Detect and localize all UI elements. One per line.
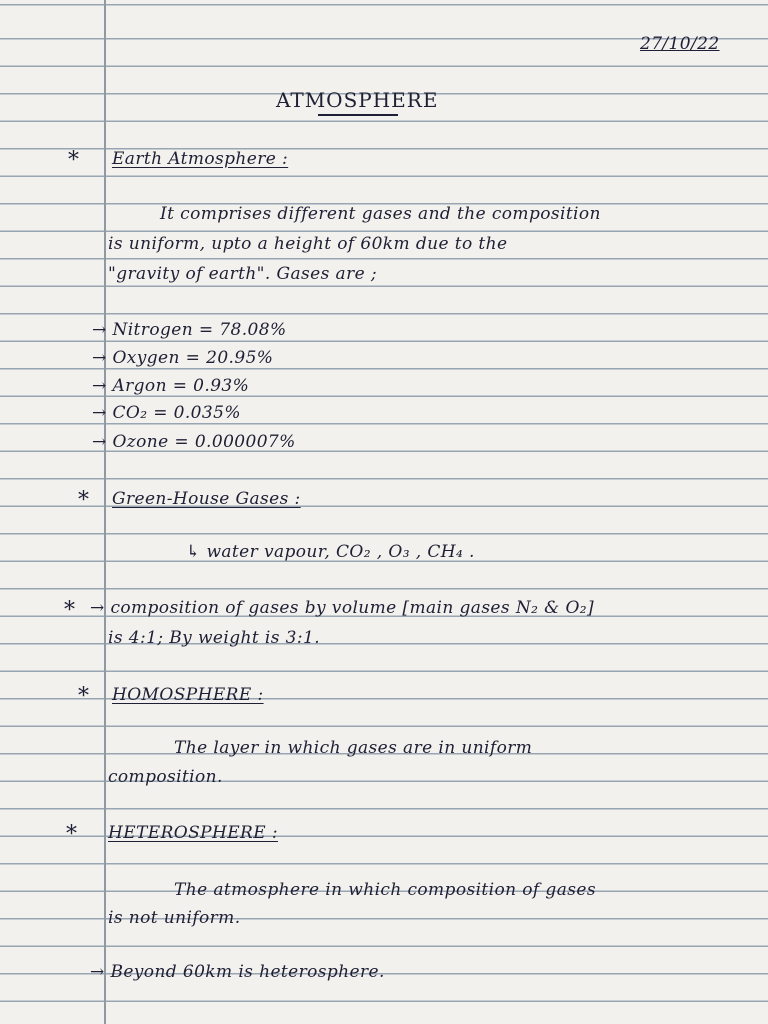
text-line: "gravity of earth". Gases are ; [108, 264, 377, 284]
page-date: 27/10/22 [640, 34, 720, 54]
gas-list-item: → Argon = 0.93% [92, 376, 250, 396]
section-heading-homosphere: HOMOSPHERE : [112, 685, 264, 705]
text-line: composition. [108, 767, 223, 787]
bullet-star: * [68, 148, 79, 173]
page-title: ATMOSPHERE [276, 88, 439, 112]
gas-list-item: → Oxygen = 20.95% [92, 348, 274, 368]
gas-list-item: → Ozone = 0.000007% [92, 432, 296, 452]
text-line: It comprises different gases and the composition [160, 204, 601, 224]
text-line: The atmosphere in which composition of gases [174, 880, 596, 900]
text-line: → Beyond 60km is heterosphere. [90, 962, 385, 982]
text-line: is uniform, upto a height of 60km due to the [108, 234, 508, 254]
text-line: is not uniform. [108, 908, 241, 928]
section-heading-greenhouse-gases: Green-House Gases : [112, 489, 301, 509]
bullet-star: * [66, 822, 77, 847]
gas-list-item: → CO₂ = 0.035% [92, 403, 241, 423]
text-line: The layer in which gases are in uniform [174, 738, 533, 758]
text-line: is 4:1; By weight is 3:1. [108, 628, 320, 648]
margin-line [104, 0, 106, 1024]
bullet-star: * [78, 684, 89, 709]
title-underline [318, 114, 398, 116]
text-line: ↳ water vapour, CO₂ , O₃ , CH₄ . [186, 542, 475, 562]
bullet-star: * [64, 598, 75, 623]
gas-list-item: → Nitrogen = 78.08% [92, 320, 287, 340]
section-heading-heterosphere: HETEROSPHERE : [108, 823, 278, 843]
bullet-star: * [78, 488, 89, 513]
text-line: → composition of gases by volume [main gases N₂ & O₂] [90, 598, 595, 618]
section-heading-earth-atmosphere: Earth Atmosphere : [112, 149, 289, 169]
